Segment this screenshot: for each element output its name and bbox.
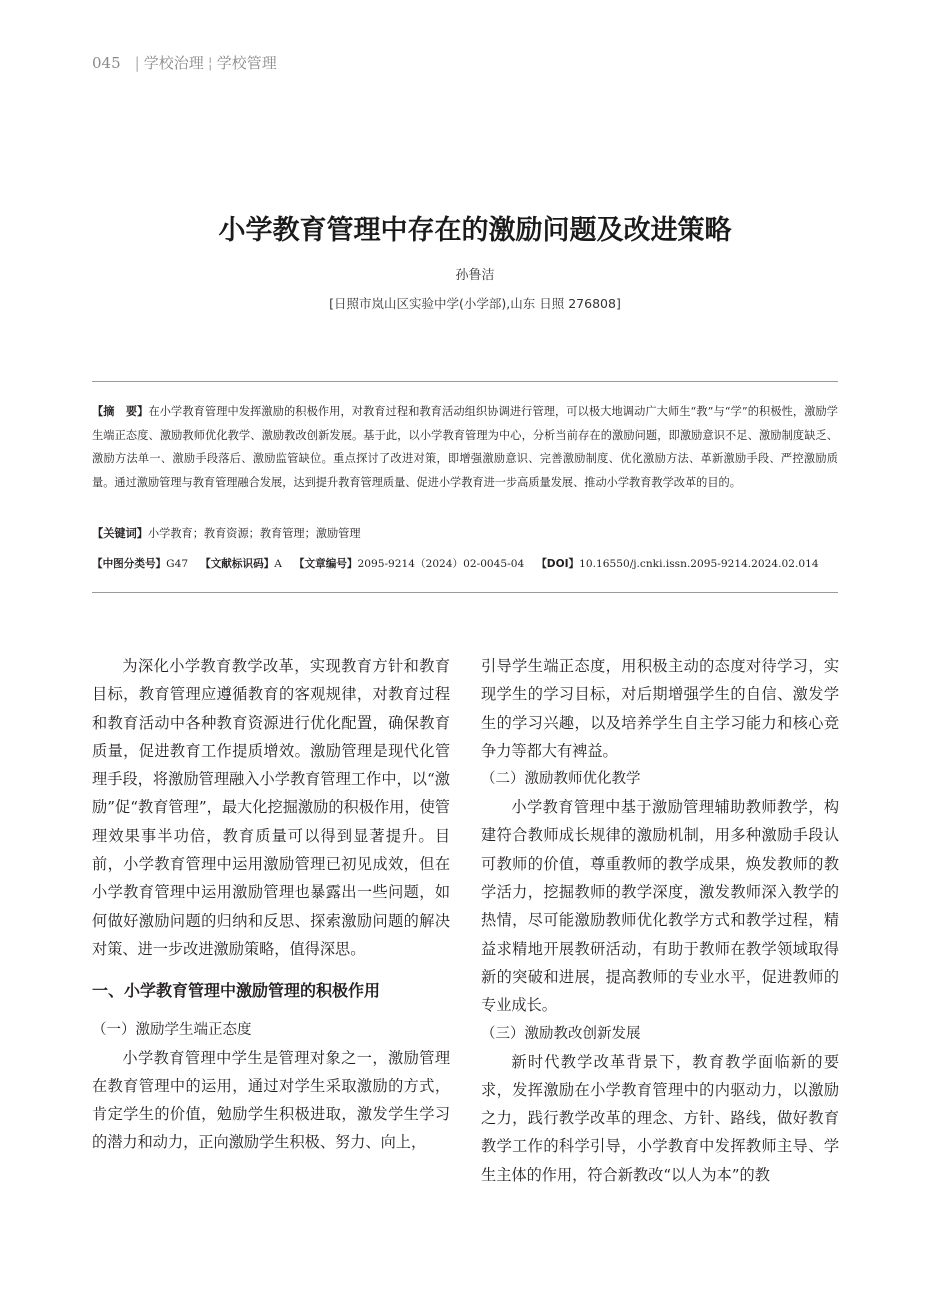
doc-code-label: 【文献标识码】 xyxy=(200,558,275,570)
header-section: 学校治理 xyxy=(143,54,204,72)
keywords-line xyxy=(92,525,838,541)
subsection-2-paragraph: 小学教育管理中基于激励管理辅助教师教学，构建符合教师成长规律的激励机制，用多种激励手段认可教师的价值，尊重教师的教学成果，焕发教师的教学活力，挖掘教师的教学深度，激发教师深入教学的热情，尽可能激励教师优化教学方式和教学过程，精益求精地开展教研活动，有助于教师在教学领域取得新的突破和进展，提高教师的专业水平，促进教师的专业成长。 xyxy=(481,798,839,1015)
article-number-value: 2095-9214（2024）02-0045-04 xyxy=(357,558,525,570)
article-number-label: 【文章编号】 xyxy=(293,558,358,570)
subsection-1-paragraph: 小学教育管理中学生是管理对象之一，激励管理在教育管理中的运用，通过对学生采取激励的方式，肯定学生的价值，勉励学生积极进取，激发学生学习的潜力和动力，正向激励学生积极、努力、向上， xyxy=(92,1048,450,1152)
keywords-text: 小学教育；教育资源；教育管理；激励管理 xyxy=(147,527,361,540)
subsection-heading-3: （三）激励教改创新发展 xyxy=(481,1025,641,1042)
header-subsection: 学校管理 xyxy=(216,54,277,72)
abstract-text: 在小学教育管理中发挥激励的积极作用，对教育过程和教育活动组织协调进行管理，可以极大地调动广大师生“教”与“学”的积极性，激励学生端正态度、激励教师优化教学、激励教改创新发展。基于此，以小学教育管理为中心，分析当前存在的激励问题，即激励意识不足、激励制度缺乏、激励方法单一、激励手段落后、激励监管缺位。重点探讨了改进对策，即增强激励意识、完善激励制度、优化激励方法、革新激励手段、严控激励质量。通过激励管理与教育管理融合发展，达到提升教育管理质量、促进小学教育进一步高质量发展、推动小学教育教学改革的目的。 xyxy=(92,405,838,489)
bottom-divider xyxy=(92,592,838,593)
doi-value: 10.16550/j.cnki.issn.2095-9214.2024.02.014 xyxy=(579,558,819,570)
clc-label: 【中图分类号】 xyxy=(92,558,167,570)
abstract-label: 【摘 要】 xyxy=(92,405,149,418)
header-divider-dotted: ¦ xyxy=(207,54,213,72)
keywords-label: 【关键词】 xyxy=(92,527,148,540)
subsection-1-paragraph-continued: 引导学生端正态度，用积极主动的态度对待学习，实现学生的学习目标，对后期增强学生的自信、激发学生的学习兴趣，以及培养学生自主学习能力和核心竞争力等都大有裨益。 xyxy=(481,657,839,760)
body-column-left xyxy=(92,652,450,1157)
doc-code-value: A xyxy=(274,558,282,570)
abstract-block xyxy=(92,400,838,494)
subsection-heading-2: （二）激励教师优化教学 xyxy=(481,771,641,788)
doi-label: 【DOI】 xyxy=(536,558,580,570)
top-divider xyxy=(92,381,838,382)
classification-line xyxy=(92,556,852,571)
running-header xyxy=(92,52,277,73)
header-divider: | xyxy=(134,54,140,72)
body-column-right xyxy=(481,652,839,1189)
subsection-heading-1: （一）激励学生端正态度 xyxy=(92,1021,252,1038)
article-author: 孙鲁洁 xyxy=(455,268,495,283)
clc-value: G47 xyxy=(166,558,189,570)
article-title: 小学教育管理中存在的激励问题及改进策略 xyxy=(218,215,732,246)
section-heading-1: 一、小学教育管理中激励管理的积极作用 xyxy=(92,981,381,1001)
page-number: 045 xyxy=(92,54,121,72)
author-affiliation: [日照市岚山区实验中学(小学部),山东 日照 276808] xyxy=(329,296,621,311)
intro-paragraph: 为深化小学教育教学改革，实现教育方针和教育目标，教育管理应遵循教育的客观规律，对教育过程和教育活动中各种教育资源进行优化配置，确保教育质量，促进教育工作提质增效。激励管理是现代化管理手段，将激励管理融入小学教育管理工作中，以“激励”促“教育管理”，最大化挖掘激励的积极作用，使管理效果事半功倍，教育质量可以得到显著提升。目前，小学教育管理中运用激励管理已初见成效，但在小学教育管理中运用激励管理也暴露出一些问题，如何做好激励问题的归纳和反思、探索激励问题的解决对策、进一步改进激励策略，值得深思。 xyxy=(92,657,450,958)
subsection-3-paragraph: 新时代教学改革背景下，教育教学面临新的要求，发挥激励在小学教育管理中的内驱动力，以激励之力，践行教学改革的理念、方针、路线，做好教育教学工作的科学引导，小学教育中发挥教师主导、学生主体的作用，符合新教改“以人为本”的教 xyxy=(481,1052,839,1184)
